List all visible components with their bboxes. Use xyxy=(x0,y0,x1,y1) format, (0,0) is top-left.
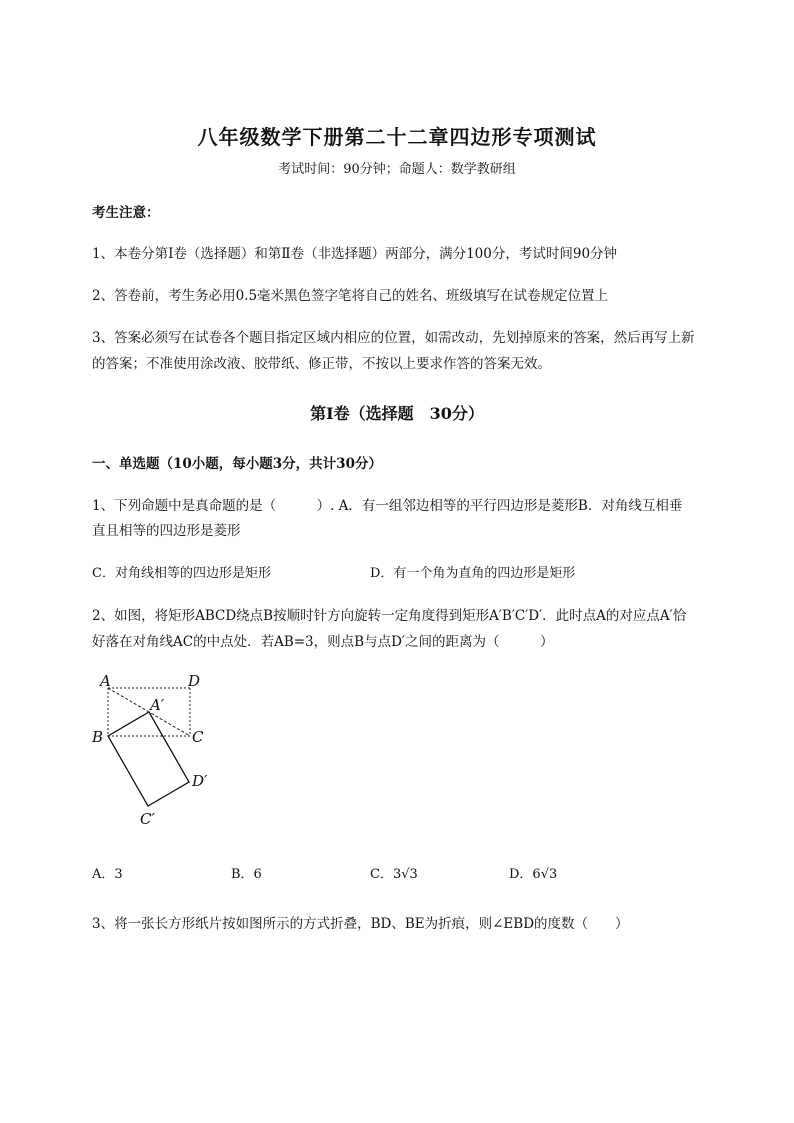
notice-item-1: 1、本卷分第I卷（选择题）和第Ⅱ卷（非选择题）两部分，满分100分，考试时间90分钟 xyxy=(92,246,618,262)
question-3-line-1: 3、将一张长方形纸片按如图所示的方式折叠，BD、BE为折痕，则∠EBD的度数（ ） xyxy=(92,916,629,932)
question-1-option-d: D．有一个角为直角的四边形是矩形 xyxy=(370,566,576,581)
label-c: C xyxy=(192,728,204,746)
question-2-option-c: C．3√3 xyxy=(370,867,418,882)
page-subtitle: 考试时间：90分钟；命题人：数学教研组 xyxy=(278,162,516,177)
question-1-line-1: 1、下列命题中是真命题的是（ ）. A．有一组邻边相等的平行四边形是菱形B．对角线互相垂 xyxy=(92,498,683,514)
label-d-prime: D′ xyxy=(192,772,208,790)
section-title: 第I卷（选择题 30分） xyxy=(310,404,484,423)
notice-item-3-cont: 的答案；不准使用涂改液、胶带纸、修正带，不按以上要求作答的答案无效。 xyxy=(92,356,551,372)
part-title: 一、单选题（10小题，每小题3分，共计30分） xyxy=(92,456,382,472)
notice-heading: 考生注意： xyxy=(92,205,160,221)
figure-svg xyxy=(88,668,218,830)
question-2-line-1: 2、如图，将矩形ABCD绕点B按顺时针方向旋转一定角度得到矩形A′B′C′D′．此时点A的对应点A′恰 xyxy=(92,608,687,624)
label-b: B xyxy=(92,728,104,746)
page-title: 八年级数学下册第二十二章四边形专项测试 xyxy=(197,125,597,149)
label-c-prime: C′ xyxy=(140,810,155,828)
rotated-rectangle xyxy=(108,712,189,806)
label-d: D xyxy=(188,672,201,690)
notice-item-2: 2、答卷前，考生务必用0.5毫米黑色签字笔将自己的姓名、班级填写在试卷规定位置上 xyxy=(92,288,609,304)
question-2-option-d: D．6√3 xyxy=(509,867,558,882)
label-a-prime: A′ xyxy=(150,696,165,714)
question-2-line-2: 好落在对角线AC的中点处．若AB=3，则点B与点D′之间的距离为（ ） xyxy=(92,634,554,650)
question-2-option-a: A．3 xyxy=(92,867,123,882)
question-1-option-c: C．对角线相等的四边形是矩形 xyxy=(92,566,271,581)
question-2-option-b: B．6 xyxy=(231,867,262,882)
rectangle-rotation-figure xyxy=(88,668,218,830)
label-a: A xyxy=(100,672,111,690)
notice-item-3: 3、答案必须写在试卷各个题目指定区域内相应的位置，如需改动，先划掉原来的答案，然后再写上新 xyxy=(92,330,695,346)
question-1-line-2: 直且相等的四边形是菱形 xyxy=(92,523,241,539)
